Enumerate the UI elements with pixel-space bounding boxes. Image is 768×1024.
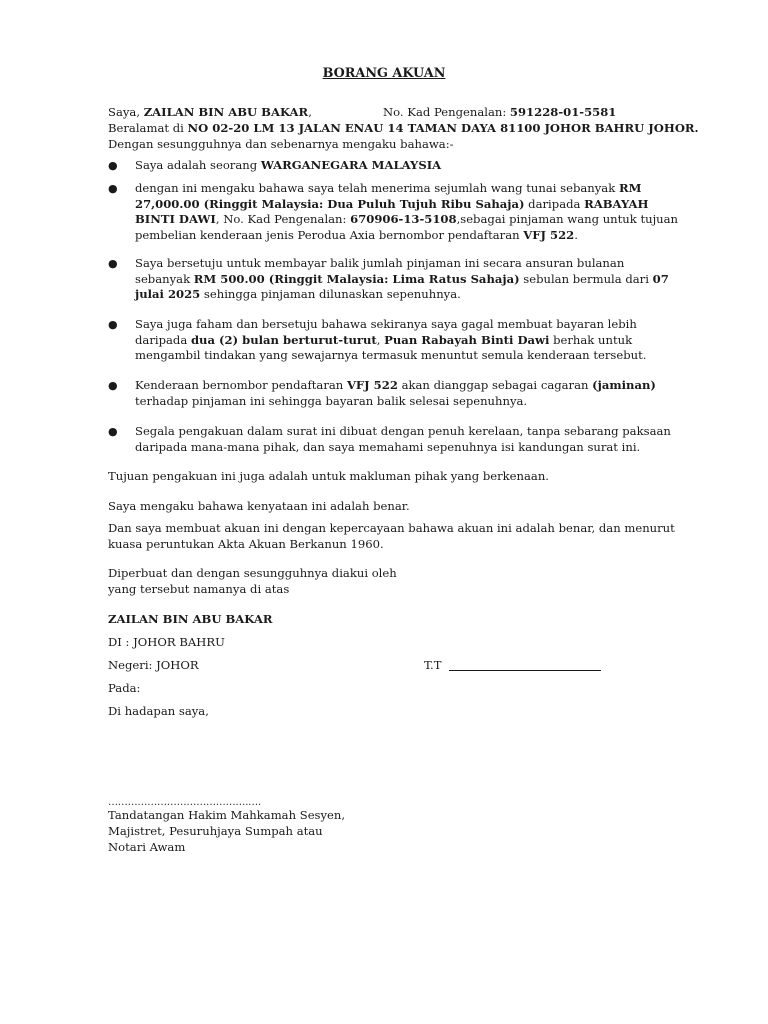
text-segment: Saya bersetuju untuk membayar balik jumlah pinjaman ini secara ansuran bulanan sebanyak xyxy=(135,256,625,286)
state-line: Negeri: JOHOR xyxy=(108,658,199,672)
text-segment: , No. Kad Pengenalan: xyxy=(215,212,351,227)
text-segment: sehingga pinjaman dilunaskan sepenuhnya. xyxy=(200,287,461,302)
witness-dotted-line: …………………………………….…. xyxy=(108,797,261,808)
bullet-item-6 xyxy=(135,424,680,455)
address-value: NO 02-20 LM 13 JALAN ENAU 14 TAMAN DAYA 81100 JOHOR BAHRU JOHOR. xyxy=(187,121,699,135)
ic-number: 591228-01-5581 xyxy=(509,105,617,119)
text-segment: , xyxy=(376,332,385,347)
bold-segment: VFJ 522 xyxy=(523,227,575,242)
bold-segment: dua (2) bulan berturut-turut xyxy=(190,332,377,347)
witness-line-2: Majistret, Pesuruhjaya Sumpah atau xyxy=(108,824,323,838)
text-segment: daripada xyxy=(524,196,585,211)
bold-segment: 07 julai 2025 xyxy=(135,271,669,302)
bold-segment: RABAYAH BINTI DAWI xyxy=(135,196,649,227)
signature-label: T.T xyxy=(424,658,442,672)
bullet-item-1 xyxy=(135,158,680,174)
saya-line xyxy=(108,105,312,121)
bold-segment: (jaminan) xyxy=(592,378,656,392)
saya-prefix: Saya, xyxy=(108,105,144,119)
bullet-dot-1: ● xyxy=(108,159,118,172)
signer-name: ZAILAN BIN ABU BAKAR xyxy=(108,612,273,626)
bullet-item-3 xyxy=(135,256,680,303)
bold-segment: RM 27,000.00 (Ringgit Malaysia: Dua Puluh Tujuh Ribu Sahaja) xyxy=(135,181,642,211)
text-segment: dengan ini mengaku bahawa saya telah menerima sejumlah wang tunai sebanyak xyxy=(135,181,619,195)
bold-segment: RM 500.00 (Ringgit Malaysia: Lima Ratus Sahaja) xyxy=(193,271,520,286)
bullet-dot-4: ● xyxy=(108,318,118,331)
bullet-item-4 xyxy=(135,317,680,364)
text-segment: akan dianggap sebagai cagaran xyxy=(397,378,593,392)
ic-label: No. Kad Pengenalan: xyxy=(383,105,510,119)
bold-segment: Puan Rabayah Binti Dawi xyxy=(384,332,550,347)
text-segment: ,sebagai pinjaman wang untuk tujuan pembelian kenderaan jenis Perodua Axia bernombor pendaftaran xyxy=(135,212,679,242)
signature-line xyxy=(449,670,601,671)
text-segment: . xyxy=(574,227,578,242)
declared-line-1: Diperbuat dan dengan sesungguhnya diakui oleh xyxy=(108,566,397,580)
bullet-dot-6: ● xyxy=(108,425,118,438)
bullet-item-5 xyxy=(135,378,680,409)
purpose-paragraph: Tujuan pengakuan ini juga adalah untuk makluman pihak yang berkenaan. xyxy=(108,469,549,483)
text-segment: Saya juga faham dan bersetuju bahawa sekiranya saya gagal membuat bayaran lebih daripada xyxy=(135,317,637,347)
ic-line xyxy=(383,105,616,121)
address-prefix: Beralamat di xyxy=(108,121,188,135)
bold-segment: WARGANEGARA MALAYSIA xyxy=(260,158,442,172)
bold-segment: VFJ 522 xyxy=(346,378,398,392)
bullet-dot-3: ● xyxy=(108,257,118,270)
location-line: DI : JOHOR BAHRU xyxy=(108,635,225,649)
form-title: BORANG AKUAN xyxy=(322,66,446,81)
text-segment: Kenderaan bernombor pendaftaran xyxy=(135,378,347,392)
bullet-item-2 xyxy=(135,181,680,243)
bold-segment: 670906-13-5108 xyxy=(350,212,457,227)
before-me-label: Di hadapan saya, xyxy=(108,704,209,718)
text-segment: berhak untuk mengambil tindakan yang sewajarnya termasuk menuntut semula kenderaan tersebut. xyxy=(135,332,647,363)
declarant-name: ZAILAN BIN ABU BAKAR xyxy=(143,105,309,119)
text-segment: terhadap pinjaman ini sehingga bayaran balik selesai sepenuhnya. xyxy=(135,393,528,408)
declare-line: Dengan sesungguhnya dan sebenarnya mengaku bahawa:- xyxy=(108,137,454,151)
truth-paragraph: Saya mengaku bahawa kenyataan ini adalah benar. xyxy=(108,499,410,513)
act-paragraph: Dan saya membuat akuan ini dengan kepercayaan bahawa akuan ini adalah benar, dan menurut kuasa peruntukan Akta Akuan Berkanun 1960. xyxy=(108,521,675,551)
text-segment: Segala pengakuan dalam surat ini dibuat dengan penuh kerelaan, tanpa sebarang paksaan daripada mana-mana pihak, dan saya memahami sepenuhnya isi kandungan surat ini. xyxy=(135,424,671,454)
bullet-dot-5: ● xyxy=(108,379,118,392)
bullet-dot-2: ● xyxy=(108,182,118,195)
text-segment: Saya adalah seorang xyxy=(135,158,261,172)
address-line xyxy=(108,121,699,137)
witness-line-1: Tandatangan Hakim Mahkamah Sesyen, xyxy=(108,808,346,822)
name-suffix: , xyxy=(308,105,312,119)
witness-line-3: Notari Awam xyxy=(108,840,186,854)
date-label: Pada: xyxy=(108,681,141,695)
declared-line-2: yang tersebut namanya di atas xyxy=(108,582,290,596)
text-segment: sebulan bermula dari xyxy=(519,271,653,286)
